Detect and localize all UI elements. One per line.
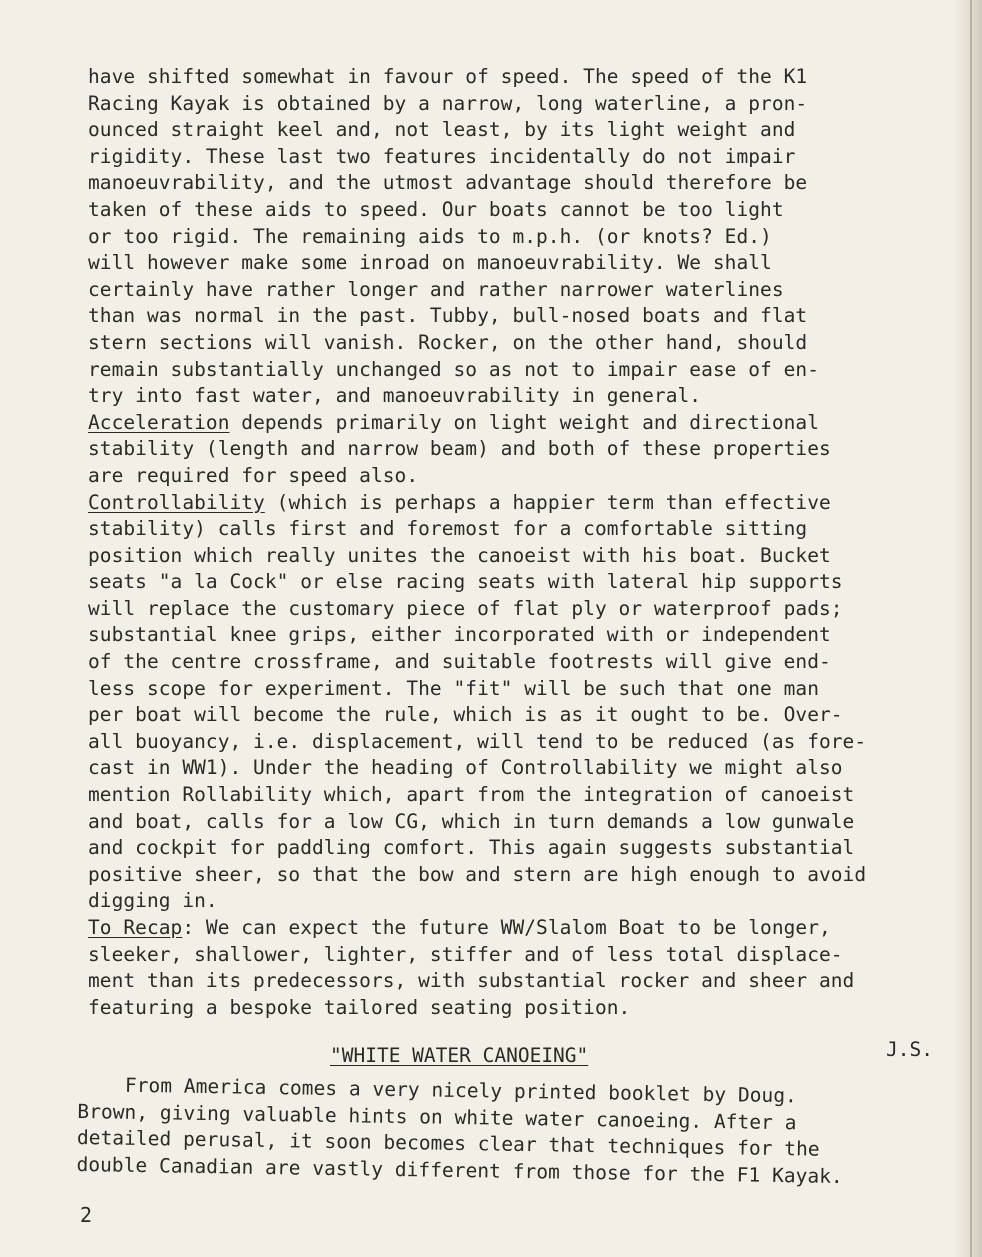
page-edge [954, 0, 982, 1257]
body-line: manoeuvrability, and the utmost advantage should therefore be [88, 171, 808, 195]
body-line: try into fast water, and manoeuvrability in general. [88, 384, 702, 408]
acceleration-text: depends primarily on light weight and directional [229, 410, 819, 434]
body-line: stern sections will vanish. Rocker, on the other hand, should [88, 330, 808, 354]
body-line: will however make some inroad on manoeuvrability. We shall [88, 251, 772, 275]
body-line: all buoyancy, i.e. displacement, will tend to be reduced (as fore- [88, 729, 867, 753]
acceleration-line [88, 410, 948, 437]
body-line: featuring a bespoke tailored seating position. [88, 995, 631, 1019]
body-line: substantial knee grips, either incorporated with or independent [88, 623, 831, 647]
body-line: will replace the customary piece of flat ply or waterproof pads; [88, 596, 843, 620]
article-line: double Canadian are vastly different from those for the F1 Kayak. [76, 1152, 843, 1188]
controllability-line [88, 490, 948, 517]
body-line: digging in. [88, 889, 218, 913]
article-body [88, 64, 948, 1021]
body-line: positive sheer, so that the bow and stern are high enough to avoid [88, 862, 867, 886]
section-heading: "WHITE WATER CANOEING" [330, 1044, 589, 1067]
body-line: stability (length and narrow beam) and both of these properties [88, 437, 831, 461]
body-line: less scope for experiment. The "fit" will be such that one man [88, 676, 819, 700]
body-line: remain substantially unchanged so as not to impair ease of en- [88, 357, 819, 381]
body-line: have shifted somewhat in favour of speed. The speed of the K1 [88, 65, 808, 88]
body-line: mention Rollability which, apart from the integration of canoeist [88, 783, 855, 807]
recap-term: To Recap [88, 916, 183, 939]
body-line: position which really unites the canoeist with his boat. Bucket [88, 543, 831, 567]
author-signature: J.S. [886, 1038, 933, 1061]
body-line: cast in WW1). Under the heading of Controllability we might also [88, 756, 843, 780]
article-line: detailed perusal, it soon becomes clear that techniques for the [76, 1126, 820, 1161]
body-line: seats "a la Cock" or else racing seats with lateral hip supports [88, 570, 843, 594]
body-line: and boat, calls for a low CG, which in turn demands a low gunwale [88, 809, 855, 833]
body-line: are required for speed also. [88, 463, 419, 487]
body-line: stability) calls first and foremost for a comfortable sitting [88, 517, 808, 541]
body-line: than was normal in the past. Tubby, bull-nosed boats and flat [88, 304, 808, 328]
page-number: 2 [80, 1203, 93, 1227]
body-line: and cockpit for paddling comfort. This again suggests substantial [88, 836, 855, 860]
body-line: certainly have rather longer and rather narrower waterlines [88, 277, 784, 301]
body-line: taken of these aids to speed. Our boats cannot be too light [88, 197, 784, 221]
body-line: ment than its predecessors, with substantial rocker and sheer and [88, 969, 855, 993]
body-line: ounced straight keel and, not least, by its light weight and [88, 118, 796, 142]
article-line: From America comes a very nicely printed booklet by Doug. [77, 1072, 798, 1108]
body-line: rigidity. These last two features incidentally do not impair [88, 144, 796, 168]
controllability-text: (which is perhaps a happier term than effective [264, 490, 831, 514]
controllability-term: Controllability [88, 490, 265, 514]
recap-line [88, 915, 948, 942]
body-line: Racing Kayak is obtained by a narrow, long waterline, a pron- [88, 91, 808, 115]
body-line: per boat will become the rule, which is as it ought to be. Over- [88, 703, 843, 727]
body-line: of the centre crossframe, and suitable footrests will give end- [88, 650, 831, 674]
recap-text: : We can expect the future WW/Slalom Boat to be longer, [182, 916, 831, 939]
body-line: sleeker, shallower, lighter, stiffer and of less total displace- [88, 942, 843, 966]
body-line: or too rigid. The remaining aids to m.p.h. (or knots? Ed.) [88, 224, 772, 248]
booklet-review [76, 1072, 958, 1192]
acceleration-term: Acceleration [88, 410, 230, 434]
article-line: Brown, giving valuable hints on white water canoeing. After a [77, 1099, 797, 1134]
